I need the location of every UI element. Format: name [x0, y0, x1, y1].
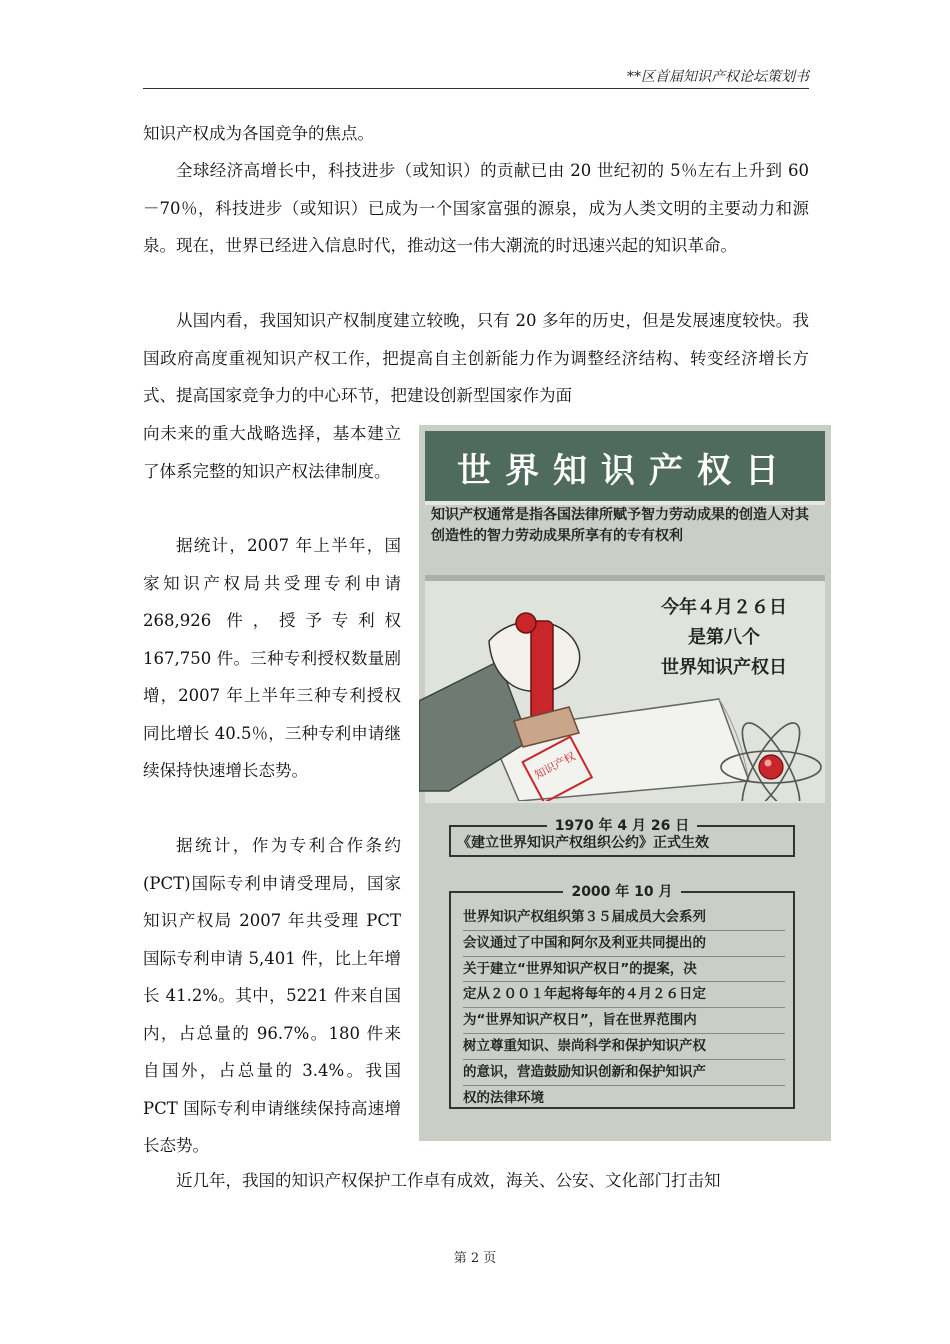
page-number: 第 2 页 [453, 1251, 497, 1266]
event-box-2000 [449, 884, 795, 1109]
event-date-2000: 2000 年 10 月 [563, 884, 680, 900]
paragraph-5: 近几年，我国的知识产权保护工作卓有成效，海关、公安、文化部门打击知 [176, 1171, 721, 1190]
paragraph-2: 从国内看，我国知识产权制度建立较晚，只有 20 多年的历史，但是发展速度较快。我国政府高度重视知识产权工作，把提高自主创新能力作为调整经济结构、转变经济增长方式、提高国家竞争力的中心环节，把建设创新型国家作为面 [143, 311, 809, 405]
event-box-1970 [449, 818, 795, 857]
poster-definition: 知识产权通常是指各国法律所赋予智力劳动成果的创造人对其创造性的智力劳动成果所享有的专有权利 [431, 507, 809, 544]
paragraph-0: 知识产权成为各国竞争的焦点。 [143, 124, 374, 143]
paragraph-4: 据统计，作为专利合作条约(PCT)国际专利申请受理局，国家知识产权局 2007 年共受理 PCT 国际专利申请 5,401 件，比上年增长 41.2%。其中，5221 件来自国内，占总量的 96.7%。180 件来自国外，占总量的 3.4%。我国 PCT 国际专利申请继续保持高速增长态势。 [143, 836, 401, 1155]
poster-title-bar [425, 431, 825, 505]
paragraph-3: 据统计，2007 年上半年，国家知识产权局共受理专利申请 268,926 件，授予专利权 167,750 件。三种专利授权数量剧增，2007 年上半年三种专利授权同比增长 40.5％，三种专利申请继续保持快速增长态势。 [143, 536, 401, 780]
poster-title: 世界知识产权日 [457, 451, 793, 491]
event-date-1970: 1970 年 4 月 26 日 [547, 818, 698, 834]
event-text-2000: 世界知识产权组织第３５届成员大会系列 会议通过了中国和阿尔及利亚共同提出的 关于建立“世界知识产权日”的提案，决 定从２００１年起将每年的４月２６日定 为“世界知识产权日”，旨在世界范围内 树立尊重知识、崇尚科学和保护知识产权 的意识，营造鼓励知识创新和保护知识产 权的法律环境 [463, 905, 785, 1110]
world-ip-day-poster [419, 425, 831, 1141]
svg-text:知识产权: 知识产权 [532, 749, 578, 782]
event-text-1970: 《建立世界知识产权组织公约》正式生效 [457, 835, 709, 851]
poster-date-note: 今年４月２６日 是第八个 世界知识产权日 [661, 597, 787, 678]
paragraph-1: 全球经济高增长中，科技进步（或知识）的贡献已由 20 世纪初的 5％左右上升到 60－70％，科技进步（或知识）已成为一个国家富强的源泉，成为人类文明的主要动力和源泉。现在，世界已经进入信息时代，推动这一伟大潮流的时迅速兴起的知识革命。 [143, 161, 809, 255]
header-title: **区首届知识产权论坛策划书 [627, 69, 809, 85]
paragraph-2-cont: 向未来的重大战略选择，基本建立了体系完整的知识产权法律制度。 [143, 424, 401, 481]
header-rule [143, 88, 809, 89]
